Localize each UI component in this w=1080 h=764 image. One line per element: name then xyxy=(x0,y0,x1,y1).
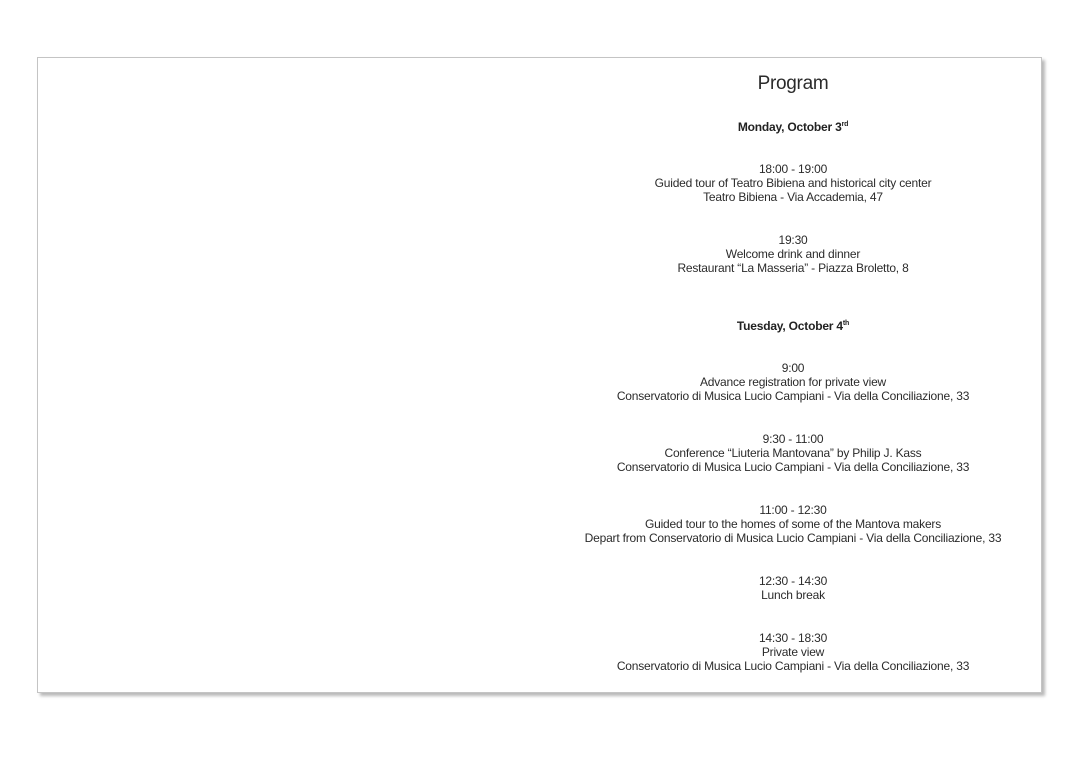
event-item xyxy=(515,162,1071,204)
event-description: Lunch break xyxy=(761,588,825,602)
event-item xyxy=(515,233,1071,275)
event-description: Private view xyxy=(761,645,825,659)
event-description: Guided tour of Teatro Bibiena and historical city center xyxy=(654,176,932,190)
event-item xyxy=(515,432,1071,474)
event-item xyxy=(515,574,1071,602)
event-location: Conservatorio di Musica Lucio Campiani - Via della Conciliazione, 33 xyxy=(616,460,970,474)
page-title: Program xyxy=(757,73,829,94)
day-label: Tuesday, October 4 xyxy=(736,319,843,333)
event-time: 9:30 - 11:00 xyxy=(762,432,824,446)
event-description: Advance registration for private view xyxy=(699,375,887,389)
day-heading-tuesday xyxy=(575,319,1011,333)
event-time: 14:30 - 18:30 xyxy=(758,631,828,645)
event-location: Depart from Conservatorio di Musica Lucio Campiani - Via della Conciliazione, 33 xyxy=(584,531,1002,545)
day-ordinal-suffix: th xyxy=(842,320,850,327)
day-label: Monday, October 3 xyxy=(737,120,842,134)
event-item xyxy=(515,631,1071,673)
event-time: 18:00 - 19:00 xyxy=(758,162,828,176)
event-time: 11:00 - 12:30 xyxy=(759,503,827,517)
event-description: Guided tour to the homes of some of the Mantova makers xyxy=(644,517,942,531)
event-time: 19:30 xyxy=(778,233,808,247)
program-page xyxy=(37,57,1042,693)
event-location: Conservatorio di Musica Lucio Campiani - Via della Conciliazione, 33 xyxy=(616,389,970,403)
event-time: 9:00 xyxy=(781,361,805,375)
event-location: Teatro Bibiena - Via Accademia, 47 xyxy=(703,190,883,204)
event-item xyxy=(515,503,1071,545)
event-time: 12:30 - 14:30 xyxy=(758,574,828,588)
event-description: Welcome drink and dinner xyxy=(725,247,861,261)
event-item xyxy=(515,361,1071,403)
day-heading-monday xyxy=(575,120,1011,134)
event-description: Conference “Liuteria Mantovana” by Philip J. Kass xyxy=(664,446,922,460)
day-ordinal-suffix: rd xyxy=(841,121,849,128)
event-location: Restaurant “La Masseria” - Piazza Broletto, 8 xyxy=(677,261,909,275)
event-location: Conservatorio di Musica Lucio Campiani - Via della Conciliazione, 33 xyxy=(616,659,970,673)
